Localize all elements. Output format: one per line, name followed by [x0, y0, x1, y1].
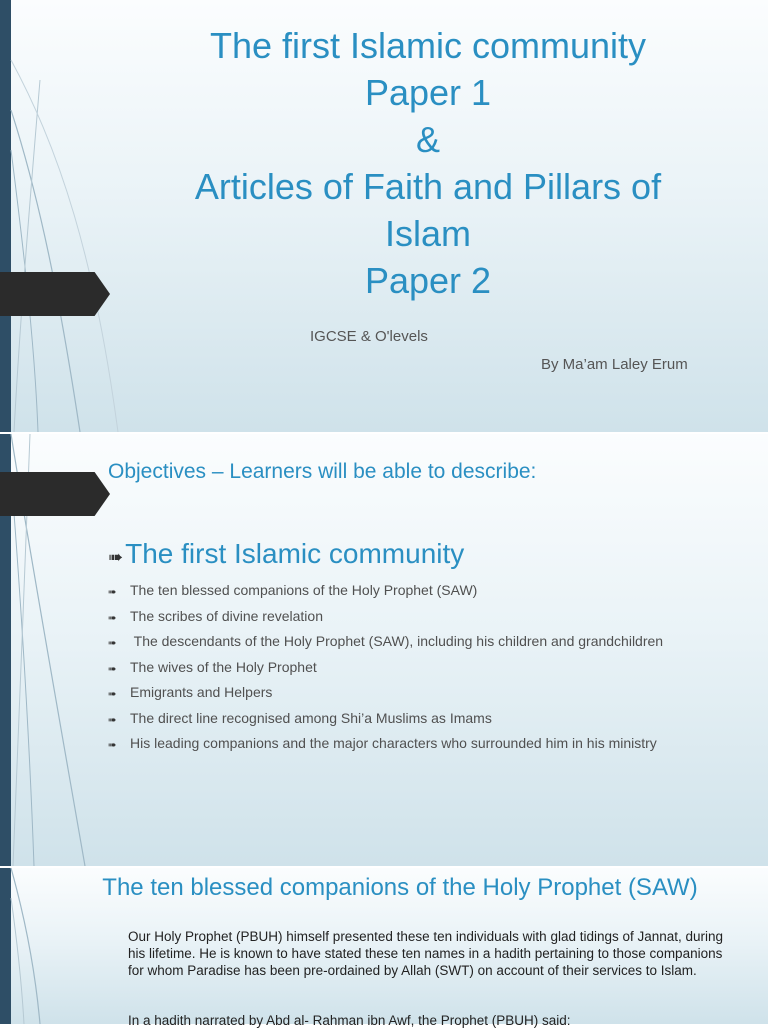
list-item-text: The wives of the Holy Prophet	[130, 658, 317, 675]
arrow-bullet-icon: ➠	[108, 547, 124, 567]
body-paragraph: In a hadith narrated by Abd al- Rahman ibn Awf, the Prophet (PBUH) said:	[128, 1013, 571, 1028]
list-item-text: Emigrants and Helpers	[130, 684, 273, 700]
list-item	[108, 657, 663, 683]
title-line: &	[415, 119, 440, 160]
swoosh-decoration	[0, 0, 140, 432]
list-item	[108, 682, 663, 708]
arrow-bullet-icon: ➠	[108, 638, 117, 649]
list-item	[108, 631, 663, 657]
list-item	[108, 580, 663, 606]
list-item-text: His leading companions and the major characters who surrounded him in his ministry	[130, 735, 657, 751]
title-line: Articles of Faith and Pillars of	[194, 166, 662, 207]
arrow-tab-decoration	[0, 272, 110, 316]
title-slide	[0, 0, 768, 432]
list-item-text: The direct line recognised among Shi’a Muslims as Imams	[130, 709, 492, 726]
objectives-title: Objectives – Learners will be able to describe:	[108, 460, 537, 483]
list-item-text: The descendants of the Holy Prophet (SAW), including his children and grandchildren	[130, 633, 664, 649]
arrow-bullet-icon: ➠	[108, 689, 117, 700]
title-line: Islam	[384, 213, 471, 254]
objectives-list	[108, 580, 663, 759]
page-title	[120, 22, 736, 304]
body-paragraph: Our Holy Prophet (PBUH) himself presented these ten individuals with glad tidings of Jannat, during his lifetime. He is known to have stated these ten names in a hadith pertaining to those companions for whom Paradise has been pre-ordained by Allah (SWT) on account of their services to Islam.	[128, 929, 724, 978]
list-item	[108, 733, 663, 759]
arrow-bullet-icon: ➠	[108, 587, 117, 598]
list-item-text: The ten blessed companions of the Holy Prophet (SAW)	[130, 582, 478, 598]
arrow-bullet-icon: ➠	[108, 612, 117, 624]
list-item	[108, 606, 663, 632]
list-item-text: The scribes of divine revelation	[130, 607, 323, 624]
arrow-tab-decoration	[0, 472, 110, 516]
arrow-bullet-icon: ➠	[108, 714, 117, 726]
section-heading-text: The first Islamic community	[125, 538, 465, 569]
title-line: The first Islamic community	[209, 25, 647, 66]
list-item	[108, 708, 663, 734]
title-line: Paper 2	[364, 260, 492, 301]
author: By Ma’am Laley Erum	[541, 356, 688, 373]
title-line: Paper 1	[364, 72, 492, 113]
slide-title: The ten blessed companions of the Holy Prophet (SAW)	[102, 874, 698, 901]
section-heading	[108, 538, 464, 570]
arrow-bullet-icon: ➠	[108, 663, 117, 675]
arrow-bullet-icon: ➠	[108, 740, 117, 751]
subtitle: IGCSE & O'levels	[310, 328, 428, 345]
